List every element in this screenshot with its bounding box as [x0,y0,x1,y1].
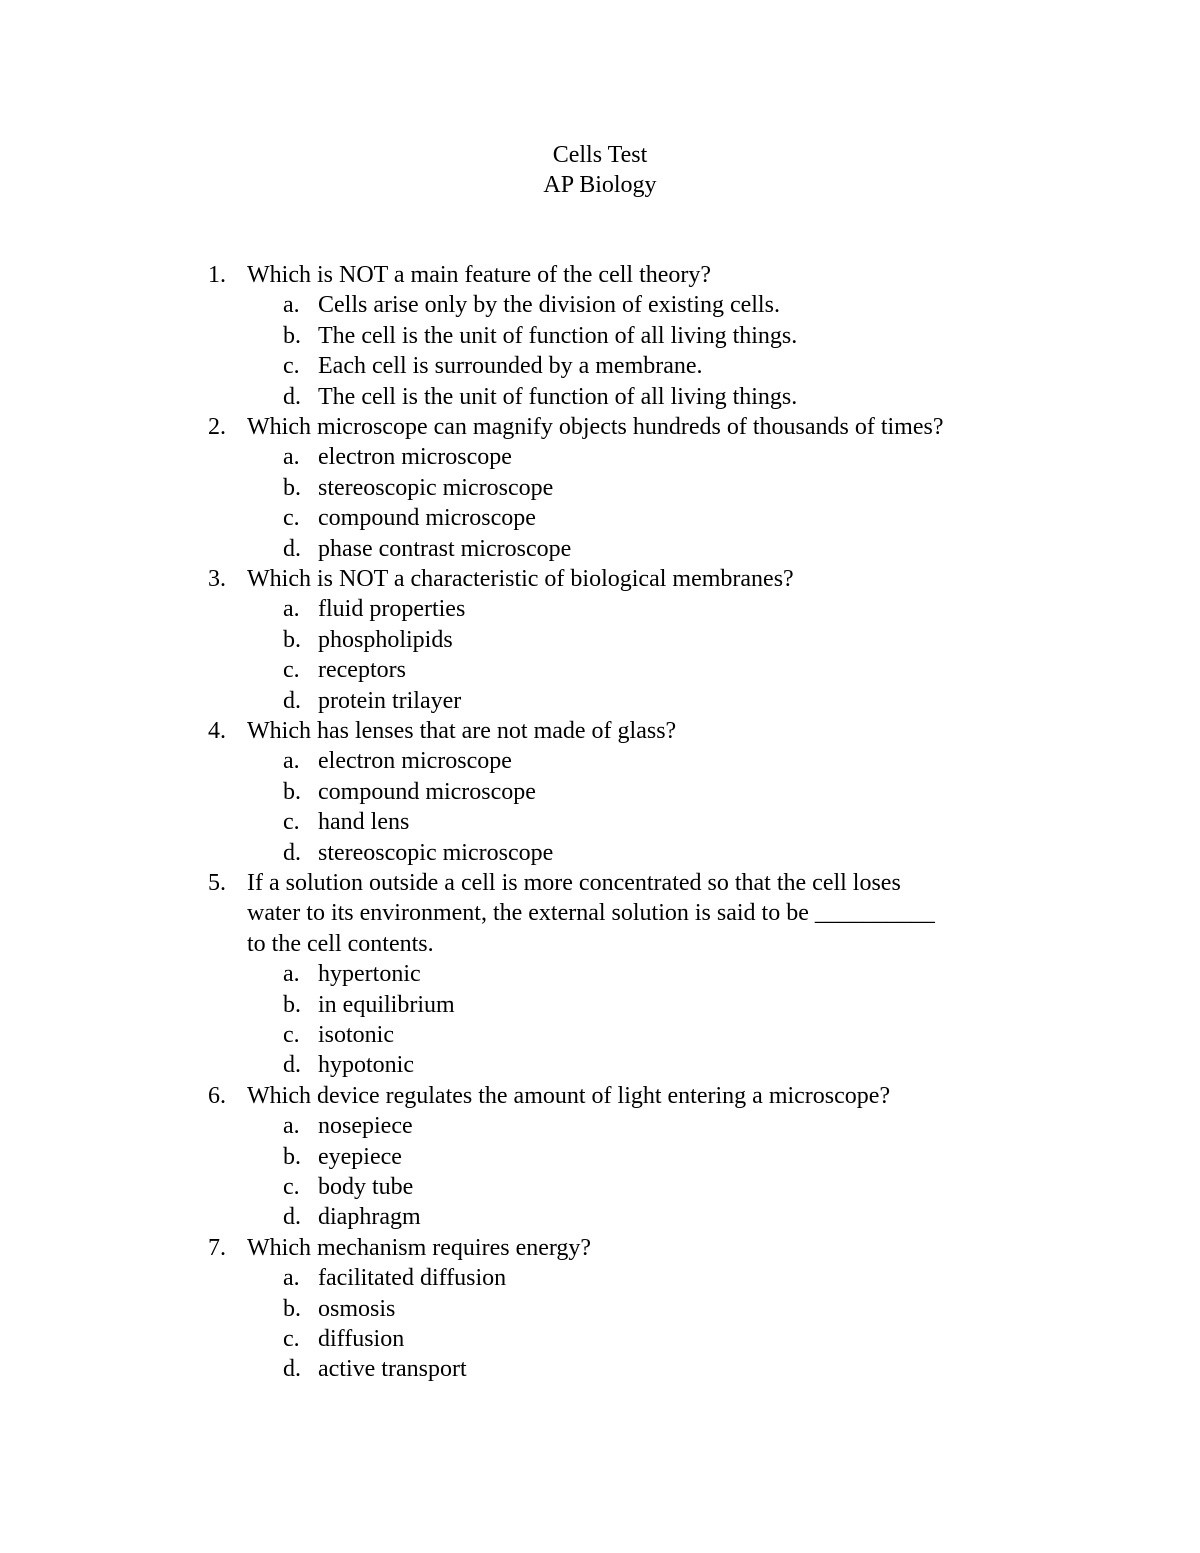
option-text: receptors [318,657,406,684]
option-letter: c. [283,1326,300,1352]
option-text: Each cell is surrounded by a membrane. [318,353,703,380]
question-text [247,868,1027,959]
option-letter: b. [283,1143,301,1170]
option-letter: b. [283,991,301,1018]
question-text-line: water to its environment, the external solution is said to be __________ [247,900,935,927]
option-text: stereoscopic microscope [318,474,554,501]
option-letter: c. [283,657,300,684]
option-text: eyepiece [318,1143,402,1170]
option-text: The cell is the unit of function of all living things. [318,383,798,410]
option-text: fluid properties [318,596,466,623]
title-block [0,140,1200,200]
question-text-line: If a solution outside a cell is more concentrated so that the cell loses [247,870,901,896]
option-letter: a. [283,748,300,775]
question-text-line: to the cell contents. [247,930,434,957]
option-text: The cell is the unit of function of all living things. [318,322,798,349]
option-text: hand lens [318,809,410,836]
option-letter: d. [283,1356,301,1383]
option-text: phospholipids [318,626,453,653]
option-letter: c. [283,1022,300,1048]
question-number: 1. [208,262,226,288]
option-letter: c. [283,505,300,532]
option-letter: a. [283,1265,300,1292]
question-text [247,1233,1027,1263]
option-text: electron microscope [318,444,512,471]
option-text: in equilibrium [318,991,455,1018]
question-text-line: Which is NOT a characteristic of biological membranes? [247,566,794,592]
option-letter: a. [283,292,300,319]
option-text: facilitated diffusion [318,1265,507,1292]
option-text: osmosis [318,1295,396,1322]
question-number: 5. [208,870,226,896]
option-text: hypotonic [318,1052,414,1079]
question-text [247,260,1027,290]
question-text [247,564,1027,594]
question-text-line: Which is NOT a main feature of the cell theory? [247,262,712,288]
page-subtitle: AP Biology [543,172,657,198]
option-letter: a. [283,961,300,988]
option-text: nosepiece [318,1113,413,1140]
option-letter: a. [283,444,300,471]
question-number: 7. [208,1234,226,1261]
option-text: stereoscopic microscope [318,839,554,866]
option-text: compound microscope [318,778,536,805]
question-text-line: Which device regulates the amount of light entering a microscope? [247,1082,891,1109]
question-text [247,716,1027,746]
question-number: 6. [208,1082,226,1109]
option-text: body tube [318,1174,414,1200]
option-letter: d. [283,535,301,562]
option-letter: d. [283,1052,301,1079]
option-letter: b. [283,322,301,349]
option-text: electron microscope [318,748,512,775]
question-text [247,1081,1027,1111]
option-text: diffusion [318,1326,405,1352]
option-letter: b. [283,626,301,653]
question-text [247,412,1027,442]
question-number: 3. [208,566,226,592]
page-title: Cells Test [552,142,648,168]
question-number: 4. [208,718,226,744]
option-letter: d. [283,839,301,866]
option-text: Cells arise only by the division of existing cells. [318,292,780,319]
question-text-line: Which microscope can magnify objects hundreds of thousands of times? [247,414,944,440]
option-letter: d. [283,1204,301,1231]
question-text-line: Which mechanism requires energy? [247,1234,592,1261]
option-text: protein trilayer [318,687,462,714]
question-text-line: Which has lenses that are not made of glass? [247,718,677,744]
option-text: hypertonic [318,961,421,988]
option-letter: a. [283,596,300,623]
option-text: diaphragm [318,1204,421,1231]
option-text: compound microscope [318,505,536,532]
option-letter: d. [283,383,301,410]
option-text: phase contrast microscope [318,535,572,562]
option-letter: c. [283,1174,300,1200]
option-letter: b. [283,778,301,805]
option-letter: c. [283,353,300,380]
option-letter: b. [283,1295,301,1322]
option-letter: a. [283,1113,300,1140]
question-number: 2. [208,414,226,440]
option-letter: c. [283,809,300,836]
option-text: active transport [318,1356,467,1383]
option-text: isotonic [318,1022,394,1048]
option-letter: d. [283,687,301,714]
option-letter: b. [283,474,301,501]
